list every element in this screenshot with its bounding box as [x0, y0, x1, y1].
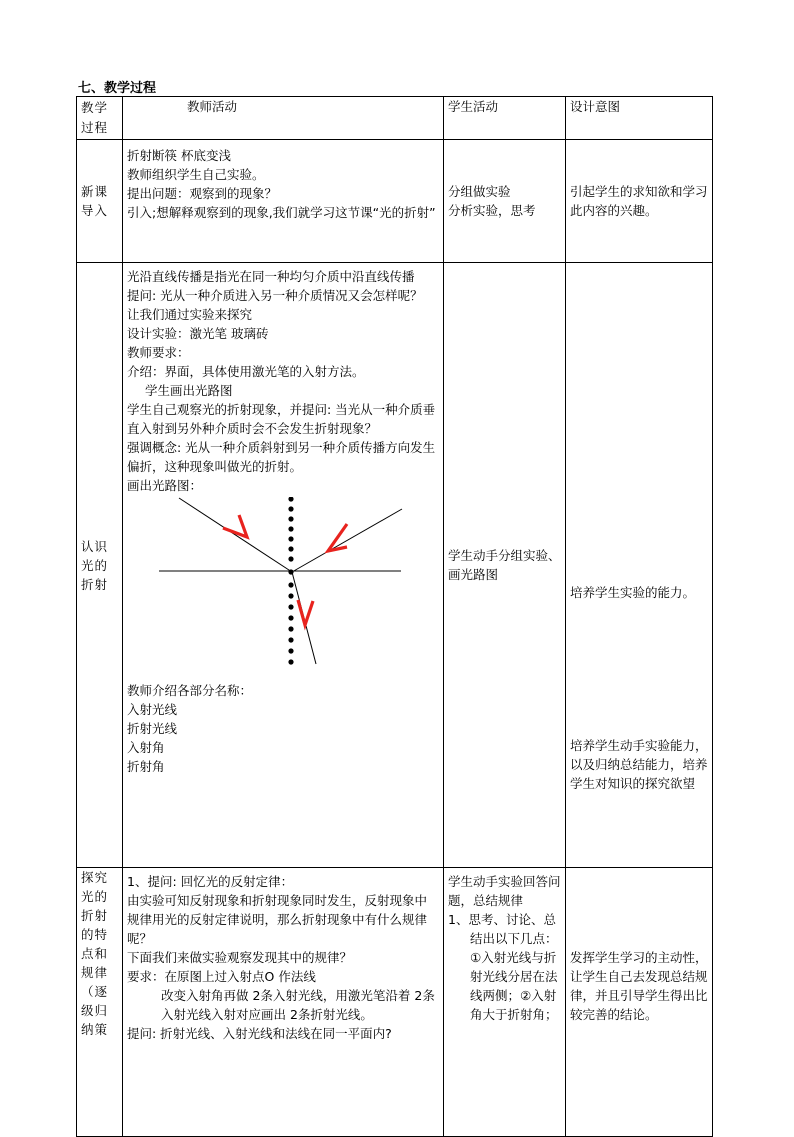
teacher-refraction-line: 介绍：界面，具体使用激光笔的入射方法。	[127, 364, 365, 379]
stage-intro: 新课导入	[77, 140, 123, 263]
intent-refraction	[566, 263, 713, 868]
table-header-row	[77, 97, 713, 140]
teacher-refraction-line: 折射光线	[127, 721, 178, 736]
teacher-intro-line: 引入;想解释观察到的现象,我们就学习这节课“光的折射”	[127, 205, 436, 220]
teaching-process-table	[76, 96, 713, 1137]
reflected-ray	[292, 509, 402, 572]
student-intro	[444, 140, 566, 263]
teacher-refraction-line: 画出光路图：	[127, 478, 203, 493]
intent-intro: 引起学生的求知欲和学习此内容的兴趣。	[566, 140, 713, 263]
header-teacher: 教师活动	[123, 97, 444, 140]
intent-refraction-1: 培养学生实验的能力。	[570, 585, 696, 600]
table-row-intro	[77, 140, 713, 263]
student-rules-item: 1、思考、讨论、总结出以下几点：①入射光线与折射光线分居在法线两侧；②入射角大于折射角；	[448, 912, 558, 1022]
teacher-rules	[123, 868, 444, 1137]
table-row-refraction	[77, 263, 713, 868]
teacher-refraction-line: 折射角	[127, 759, 165, 774]
teacher-rules-line: 改变入射角再做 2条入射光线，用激光笔沿着 2条入射光线入射对应画出 2条折射光线。	[161, 988, 435, 1022]
teacher-refraction-line: 光沿直线传播是指光在同一种均匀介质中沿直线传播	[127, 269, 415, 284]
header-stage: 教学过程	[77, 97, 123, 140]
table-row-rules	[77, 868, 713, 1137]
teacher-intro-line: 提出问题：观察到的现象？	[127, 186, 278, 201]
student-intro-line: 分析实验，思考	[448, 203, 536, 218]
student-refraction: 学生动手分组实验、画光路图	[444, 263, 566, 868]
refraction-diagram	[127, 497, 427, 677]
teacher-rules-line: 下面我们来做实验观察发现其中的规律？	[127, 950, 353, 965]
header-student: 学生活动	[444, 97, 566, 140]
student-rules	[444, 868, 566, 1137]
teacher-rules-line: 由实验可知反射现象和折射现象同时发生，反射现象中规律用光的反射定律说明，那么折射现象中有什么规律呢？	[127, 893, 428, 946]
stage-rules: 探究光的折射的特点和规律（逐级归纳策	[77, 868, 123, 1137]
header-intent: 设计意图	[566, 97, 713, 140]
incident-arrow	[223, 515, 247, 537]
teacher-refraction	[123, 263, 444, 868]
teacher-refraction-line: 让我们通过实验来探究	[127, 307, 253, 322]
teacher-rules-line: 1、提问: 回忆光的反射定律：	[127, 874, 294, 889]
teacher-refraction-line: 设计实验：激光笔 玻璃砖	[127, 326, 269, 341]
intent-refraction-2: 培养学生动手实验能力，以及归纳总结能力，培养学生对知识的探究欲望	[570, 738, 708, 791]
refracted-arrow	[298, 600, 313, 625]
teacher-intro-line: 教师组织学生自己实验。	[127, 167, 265, 182]
teacher-refraction-line: 强调概念: 光从一种介质斜射到另一种介质传播方向发生偏折，这种现象叫做光的折射。	[127, 440, 436, 474]
teacher-intro	[123, 140, 444, 263]
teacher-rules-line: 提问: 折射光线、入射光线和法线在同一平面内?	[127, 1026, 392, 1041]
teacher-refraction-line: 教师要求：	[127, 345, 190, 360]
incident-ray	[179, 498, 292, 572]
student-rules-lead: 学生动手实验回答问题，总结规律	[448, 874, 561, 908]
teacher-refraction-line: 入射角	[127, 740, 165, 755]
teacher-refraction-line: 提问: 光从一种介质进入另一种介质情况又会怎样呢？	[127, 288, 423, 303]
normal-line-dots	[288, 497, 293, 665]
teacher-refraction-line: 学生画出光路图	[145, 383, 233, 398]
section-title: 七、教学过程	[78, 81, 157, 96]
teacher-refraction-line: 入射光线	[127, 702, 178, 717]
intent-rules: 发挥学生学习的主动性，让学生自己去发现总结规律，并且引导学生得出比较完善的结论。	[566, 868, 713, 1137]
teacher-refraction-line: 教师介绍各部分名称：	[127, 683, 253, 698]
teacher-intro-line: 折射断筷 杯底变浅	[127, 148, 231, 163]
reflected-arrow	[328, 524, 347, 551]
student-intro-line: 分组做实验	[448, 184, 511, 199]
teacher-refraction-line: 学生自己观察光的折射现象，并提问: 当光从一种介质垂直入射到另外种介质时会不会发生折射现象？	[127, 402, 436, 436]
stage-refraction: 认识光的折射	[77, 263, 123, 868]
teacher-rules-line: 要求：在原图上过入射点O 作法线	[127, 969, 316, 984]
